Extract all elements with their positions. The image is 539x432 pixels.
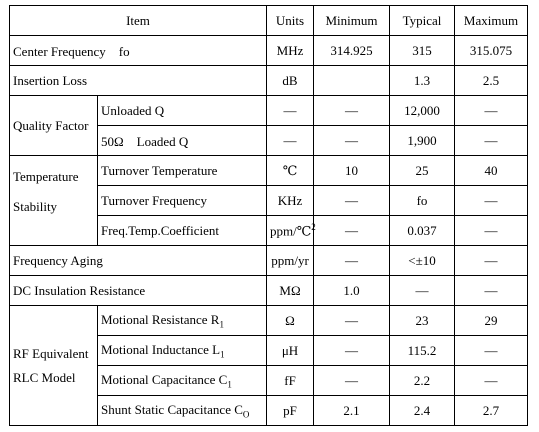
row-label: Center Frequency fo <box>10 36 267 66</box>
cell-max: 40 <box>455 156 528 186</box>
row-label: 50Ω Loaded Q <box>98 126 267 156</box>
group-rf-equivalent <box>10 306 98 426</box>
cell-units: Ω <box>267 306 314 336</box>
label-text: Motional Capacitance C <box>101 371 228 387</box>
row-label <box>98 306 267 336</box>
row-label: Insertion Loss <box>10 66 267 96</box>
group-temperature-stability <box>10 156 98 246</box>
label-subscript: 1 <box>220 349 225 360</box>
table-row-motional-resistance <box>10 306 528 336</box>
cell-units: ppm/yr <box>267 246 314 276</box>
cell-max: — <box>455 276 528 306</box>
table-row-insertion-loss <box>10 66 528 96</box>
cell-units: MΩ <box>267 276 314 306</box>
cell-typ: 1.3 <box>390 66 455 96</box>
table-row-frequency-aging <box>10 246 528 276</box>
cell-typ: 23 <box>390 306 455 336</box>
cell-min: 314.925 <box>314 36 390 66</box>
row-label <box>98 366 267 396</box>
row-label <box>98 396 267 426</box>
row-label <box>98 336 267 366</box>
label-subscript: 1 <box>219 319 224 330</box>
cell-max: — <box>455 366 528 396</box>
cell-units: dB <box>267 66 314 96</box>
header-maximum: Maximum <box>455 6 528 36</box>
row-label: DC Insulation Resistance <box>10 276 267 306</box>
label-subscript: 1 <box>227 379 232 390</box>
cell-max: — <box>455 246 528 276</box>
row-label: Turnover Temperature <box>98 156 267 186</box>
cell-max: — <box>455 336 528 366</box>
cell-typ: <±10 <box>390 246 455 276</box>
table-header-row <box>10 6 528 36</box>
label-text: Motional Inductance L <box>101 341 221 357</box>
header-minimum: Minimum <box>314 6 390 36</box>
cell-typ: 1,900 <box>390 126 455 156</box>
cell-typ: 25 <box>390 156 455 186</box>
cell-max: — <box>455 216 528 246</box>
cell-max: 29 <box>455 306 528 336</box>
cell-max: — <box>455 186 528 216</box>
table-row-dc-insulation <box>10 276 528 306</box>
row-label: Frequency Aging <box>10 246 267 276</box>
cell-min: — <box>314 246 390 276</box>
cell-units: μH <box>267 336 314 366</box>
row-label: Freq.Temp.Coefficient <box>98 216 267 246</box>
label-text: Shunt Static Capacitance C <box>101 401 243 417</box>
cell-typ: — <box>390 276 455 306</box>
group-label-line1: RF Equivalent <box>13 345 89 361</box>
table-row-turnover-temperature <box>10 156 528 186</box>
label-subscript: O <box>242 409 250 420</box>
table-row-unloaded-q <box>10 96 528 126</box>
cell-typ: 115.2 <box>390 336 455 366</box>
cell-min <box>314 66 390 96</box>
cell-typ: 12,000 <box>390 96 455 126</box>
cell-min: — <box>314 306 390 336</box>
cell-min: — <box>314 186 390 216</box>
cell-units <box>267 216 314 246</box>
row-label: Unloaded Q <box>98 96 267 126</box>
table-row-center-frequency <box>10 36 528 66</box>
header-units: Units <box>267 6 314 36</box>
cell-units: fF <box>267 366 314 396</box>
cell-typ: 315 <box>390 36 455 66</box>
specification-table <box>9 5 528 426</box>
cell-units: KHz <box>267 186 314 216</box>
cell-typ: 2.2 <box>390 366 455 396</box>
cell-max: — <box>455 126 528 156</box>
cell-max: 315.075 <box>455 36 528 66</box>
header-typical: Typical <box>390 6 455 36</box>
cell-min: 10 <box>314 156 390 186</box>
cell-min: — <box>314 366 390 396</box>
cell-min: — <box>314 336 390 366</box>
cell-min: 2.1 <box>314 396 390 426</box>
cell-min: 1.0 <box>314 276 390 306</box>
group-label-line2: RLC Model <box>13 369 76 385</box>
units-superscript: 2 <box>311 221 316 232</box>
cell-units: — <box>267 126 314 156</box>
cell-units: — <box>267 96 314 126</box>
group-label-line2: Stability <box>13 199 58 214</box>
cell-max: — <box>455 96 528 126</box>
cell-min: — <box>314 216 390 246</box>
header-item: Item <box>10 6 267 36</box>
cell-units: pF <box>267 396 314 426</box>
cell-typ: 0.037 <box>390 216 455 246</box>
cell-min: — <box>314 126 390 156</box>
label-text: Motional Resistance R <box>101 311 220 327</box>
group-quality-factor: Quality Factor <box>10 96 98 156</box>
group-label-line1: Temperature <box>13 169 79 184</box>
cell-typ: fo <box>390 186 455 216</box>
cell-max: 2.5 <box>455 66 528 96</box>
cell-min: — <box>314 96 390 126</box>
units-text: ppm/℃ <box>270 223 312 239</box>
cell-typ: 2.4 <box>390 396 455 426</box>
cell-units: MHz <box>267 36 314 66</box>
cell-max: 2.7 <box>455 396 528 426</box>
cell-units: ℃ <box>267 156 314 186</box>
row-label: Turnover Frequency <box>98 186 267 216</box>
